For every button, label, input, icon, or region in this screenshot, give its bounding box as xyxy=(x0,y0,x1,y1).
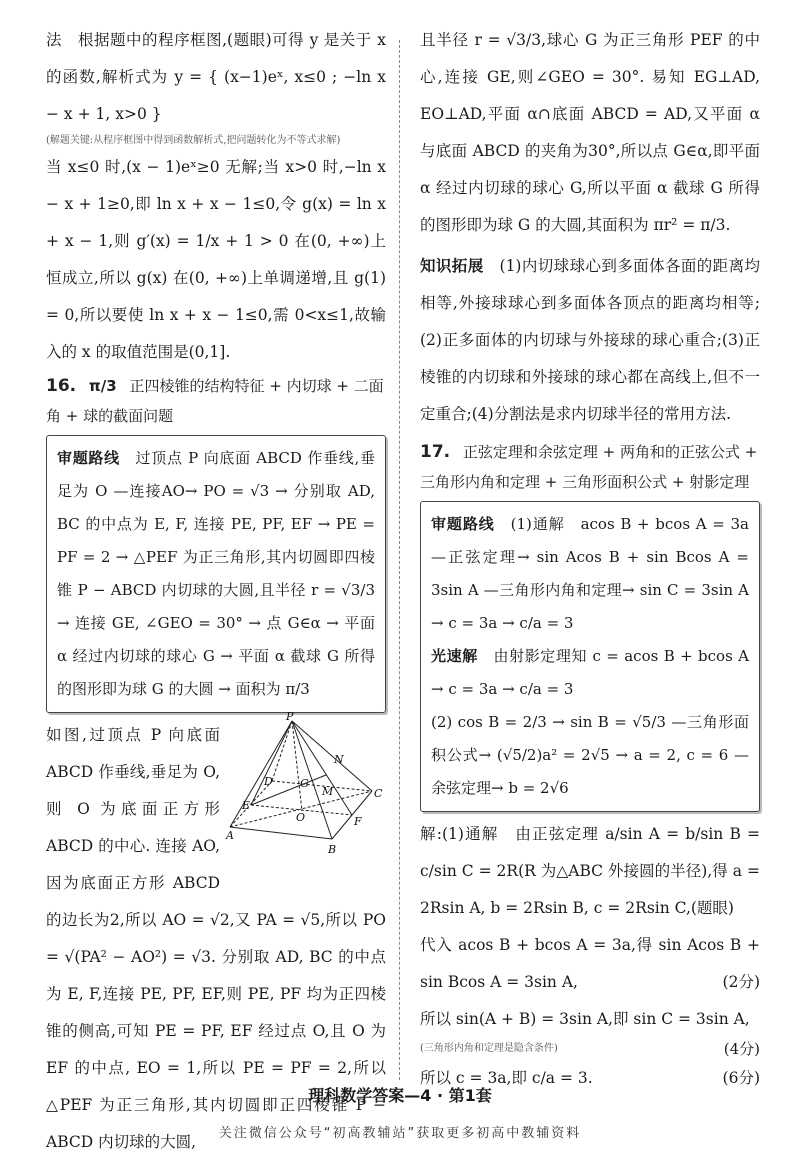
label-O: O xyxy=(296,811,306,824)
q17-number: 17. xyxy=(420,442,451,462)
q15-solution-part1: 法 根据题中的程序框图,(题眼)可得 y 是关于 x 的函数,解析式为 y = { (x−1)eˣ, x≤0 ; −ln x − x + 1, x>0 } xyxy=(46,31,386,123)
q16-box-text: 过顶点 P 向底面 ABCD 作垂线,垂足为 O —连接AO→ PO = √3 → 分别取 AD, BC 的中点为 E, F, 连接 PE, PF, EF → PE = PF = 2 → △PEF 为正三角形,其内切圆即四棱锥 P − ABCD 内切球的大圆,且半径 r = √3/3 → 连接 GE, ∠GEO = 30° → 点 G∈α → 平面 α 经过内切球的球心 G → 平面 α 截球 G 所得的图形即为球 G 的大圆 → 面积为 π/3 xyxy=(57,449,375,698)
label-E: E xyxy=(242,799,251,812)
q16-answer: π/3 xyxy=(88,377,117,395)
q16-number: 16. xyxy=(46,376,77,396)
label-P: P xyxy=(286,710,294,723)
q17-box-line2: (2) cos B = 2/3 → sin B = √5/3 —三角形面积公式→ (√5/2)a² = 2√5 → a = 2, c = 6 —余弦定理→ b = 2√6 xyxy=(431,713,749,797)
q17-tags: 正弦定理和余弦定理 + 两角和的正弦公式 + 三角形内角和定理 + 三角形面积公式 + 射影定理 xyxy=(420,443,758,491)
knowledge-ext-label: 知识拓展 xyxy=(420,257,484,275)
fast-solution-label: 光速解 xyxy=(431,647,478,665)
q16-tags: 正四棱锥的结构特征 + 内切球 + 二面角 + 球的截面问题 xyxy=(46,377,384,425)
column-divider xyxy=(399,40,400,1080)
right-column xyxy=(420,22,760,1097)
label-F: F xyxy=(354,815,362,828)
label-G: G xyxy=(300,777,309,790)
label-C: C xyxy=(374,787,383,800)
knowledge-ext-text: (1)内切球球心到多面体各面的距离均相等,外接球球心到多面体各顶点的距离均相等;(2)正多面体的内切球与外接球的球心重合;(3)正棱锥的内切球和外接球的球心都在高线上,但不一定重合;(4)分割法是求内切球半径的常用方法. xyxy=(420,257,760,423)
left-column xyxy=(46,22,386,1161)
label-D: D xyxy=(264,775,273,788)
q17-header xyxy=(420,437,760,497)
q17-box-line1: (1)通解 acos B + bcos A = 3a —正弦定理→ sin Acos B + sin Bcos A = 3sin A —三角形内角和定理→ sin C = 3sin A → c = 3a → c/a = 3 xyxy=(431,515,749,632)
q17-sol-step1: 解:(1)通解 由正弦定理 a/sin A = b/sin B = c/sin C = 2R(R 为△ABC 外接圆的半径),得 a = 2Rsin A, b = 2Rsin B, c = 2Rsin C,(题眼) xyxy=(420,825,760,917)
q17-review-box xyxy=(420,501,760,812)
q17-note: (三角形内角和定理是隐含条件) (4分) xyxy=(420,1040,760,1058)
label-A: A xyxy=(226,829,234,842)
label-N: N xyxy=(334,753,344,766)
q16-header xyxy=(46,371,386,431)
page-footer-promo: 关注微信公众号“初高教辅站”获取更多初高中教辅资料 xyxy=(218,1126,582,1141)
score-2: (2分) xyxy=(722,973,760,991)
q15-solution-part2: 当 x≤0 时,(x − 1)eˣ≥0 无解;当 x>0 时,−ln x − x + 1≥0,即 ln x + x − 1≤0,令 g(x) = ln x + x − 1,则 g′(x) = 1/x + 1 > 0 在(0, +∞)上恒成立,所以 g(x) 在(0, +∞)上单调递增,且 g(1) = 0,所以要使 ln x + x − 1≤0,需 0<x≤1,故输入的 x 的取值范围是(0,1]. xyxy=(46,158,386,361)
q17-sol-step4: 所以 c = 3a,即 c/a = 3. (6分) xyxy=(420,1060,760,1097)
q16-solution: 如图,过顶点 P 向底面 ABCD 作垂线,垂足为 O,则 O 为底面正方形 ABCD 的中心. 连接 AO,因为底面正方形 ABCD 的边长为2,所以 AO = √2,又 PA = √5,所以 PO = √(PA² − AO²) = √3. 分别取 AD, BC 的中点为 E, F,连接 PE, PF, EF,则 PE, PF 均为正四棱锥的侧高,可知 PE = PF, EF 经过点 O,且 O 为 EF 的中点, EO = 1,所以 PE = PF = 2,所以△PEF 为正三角形,其内切圆即正四棱锥 P − ABCD 内切球的大圆, xyxy=(46,726,386,1151)
q16-box-label: 审题路线 xyxy=(57,449,120,467)
label-B: B xyxy=(328,843,337,856)
score-6: (6分) xyxy=(722,1069,760,1087)
page-footer-title: 理科数学答案—4 · 第1套 xyxy=(308,1086,492,1105)
q17-sol-step2: 代入 acos B + bcos A = 3a,得 sin Acos B + sin Bcos A = 3sin A, (2分) xyxy=(420,927,760,1001)
q17-box-label: 审题路线 xyxy=(431,515,495,533)
score-4: (4分) xyxy=(723,1040,760,1058)
label-M: M xyxy=(322,785,334,798)
fast-solution-text: 由射影定理知 c = acos B + bcos A → c = 3a → c/a = 3 xyxy=(431,647,749,698)
pyramid-figure xyxy=(226,710,386,867)
q15-note: (解题关键:从程序框图中得到函数解析式,把问题转化为不等式求解) xyxy=(46,135,341,146)
q17-sol-step3: 所以 sin(A + B) = 3sin A,即 sin C = 3sin A, xyxy=(420,1010,750,1028)
q16-review-box xyxy=(46,435,386,713)
q16-solution-continued: 且半径 r = √3/3,球心 G 为正三角形 PEF 的中心,连接 GE,则∠GEO = 30°. 易知 EG⊥AD, EO⊥AD,平面 α∩底面 ABCD = AD,又平面 α 与底面 ABCD 的夹角为30°,所以点 G∈α,即平面 α 经过内切球的球心 G,所以平面 α 截球 G 所得的图形即为球 G 的大圆,其面积为 πr² = π/3. xyxy=(420,31,760,234)
